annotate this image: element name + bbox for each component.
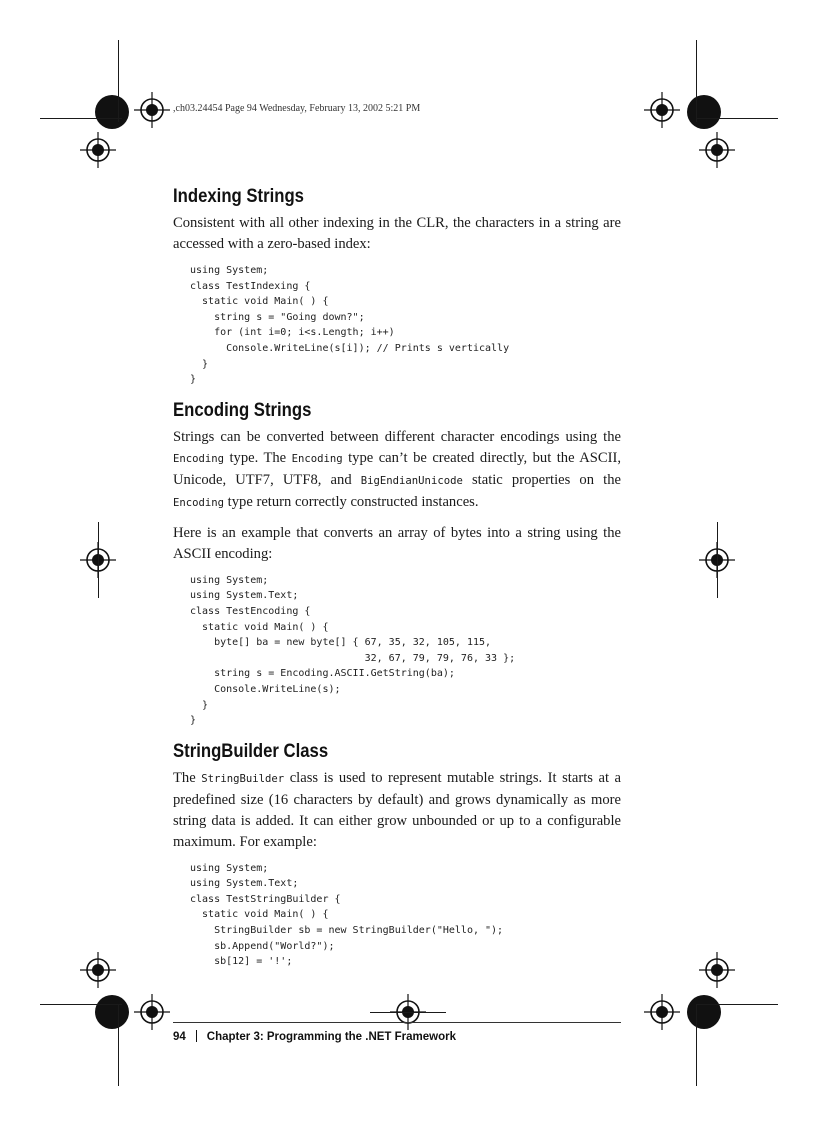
crosshair-icon	[695, 948, 739, 992]
section-heading: StringBuilder Class	[173, 740, 329, 762]
section-encoding-strings	[173, 399, 621, 729]
section-heading: Indexing Strings	[173, 186, 304, 207]
code-block: using System; class TestIndexing { static void Main( ) { string s = "Going down?"; for (int i=0; i<s.Length; i++) Console.WriteLine(s[i]); // Prints s vertically } }	[190, 265, 510, 386]
body-paragraph: Strings can be converted between different character encodings using the Encoding type. The Encoding type can’t be created directly, but the ASCII, Unicode, UTF7, UTF8, and BigEndianUnicode static properties on the Encoding type return correctly constructed instances.	[173, 428, 621, 510]
chapter-title: Chapter 3: Programming the .NET Framework	[206, 1031, 457, 1043]
code-block: using System; using System.Text; class TestEncoding { static void Main( ) { byte[] ba = new byte[] { 67, 35, 32, 105, 115, 32, 67, 79, 79, 76, 33 }; string s = Encoding.ASCII.GetString(ba); Console.WriteLine(s); } }	[190, 574, 516, 727]
inline-code: StringBuilder	[201, 772, 285, 785]
crosshair-icon	[76, 948, 120, 992]
crosshair-icon	[76, 128, 120, 172]
footer-rule	[173, 1022, 621, 1023]
body-paragraph: The StringBuilder class is used to represent mutable strings. It starts at a predefined size (16 characters by default) and grows dynamically as more string data is added. It can either grow unbounded or up to a configurable maximum. For example:	[173, 769, 622, 850]
section-stringbuilder-class	[173, 740, 621, 970]
body-paragraph: Here is an example that converts an array of bytes into a string using the ASCII encoding:	[173, 524, 621, 562]
page-number: 94	[173, 1031, 186, 1043]
inline-code: Encoding	[173, 496, 225, 509]
crosshair-icon	[130, 88, 174, 132]
crosshair-icon	[88, 988, 136, 1036]
section-heading: Encoding Strings	[173, 399, 312, 421]
code-block: using System; using System.Text; class TestStringBuilder { static void Main( ) { StringBuilder sb = new StringBuilder("Hello, "); sb.Append("World?"); sb[12] = '!';	[190, 862, 504, 968]
inline-code: Encoding	[291, 452, 343, 465]
crosshair-icon	[695, 128, 739, 172]
page-content	[173, 185, 621, 970]
crosshair-icon	[130, 990, 174, 1034]
section-indexing-strings	[173, 185, 621, 388]
inline-code: Encoding	[173, 452, 225, 465]
page-footer	[173, 1030, 456, 1043]
crosshair-icon	[640, 990, 684, 1034]
body-paragraph: Consistent with all other indexing in the CLR, the characters in a string are accessed with a zero-based index:	[173, 215, 621, 252]
footer-separator	[196, 1030, 197, 1042]
crosshair-icon	[640, 88, 684, 132]
print-header: ,ch03.24454 Page 94 Wednesday, February 13, 2002 5:21 PM	[173, 103, 421, 114]
inline-code: BigEndianUnicode	[360, 474, 463, 487]
crosshair-icon	[680, 988, 728, 1036]
